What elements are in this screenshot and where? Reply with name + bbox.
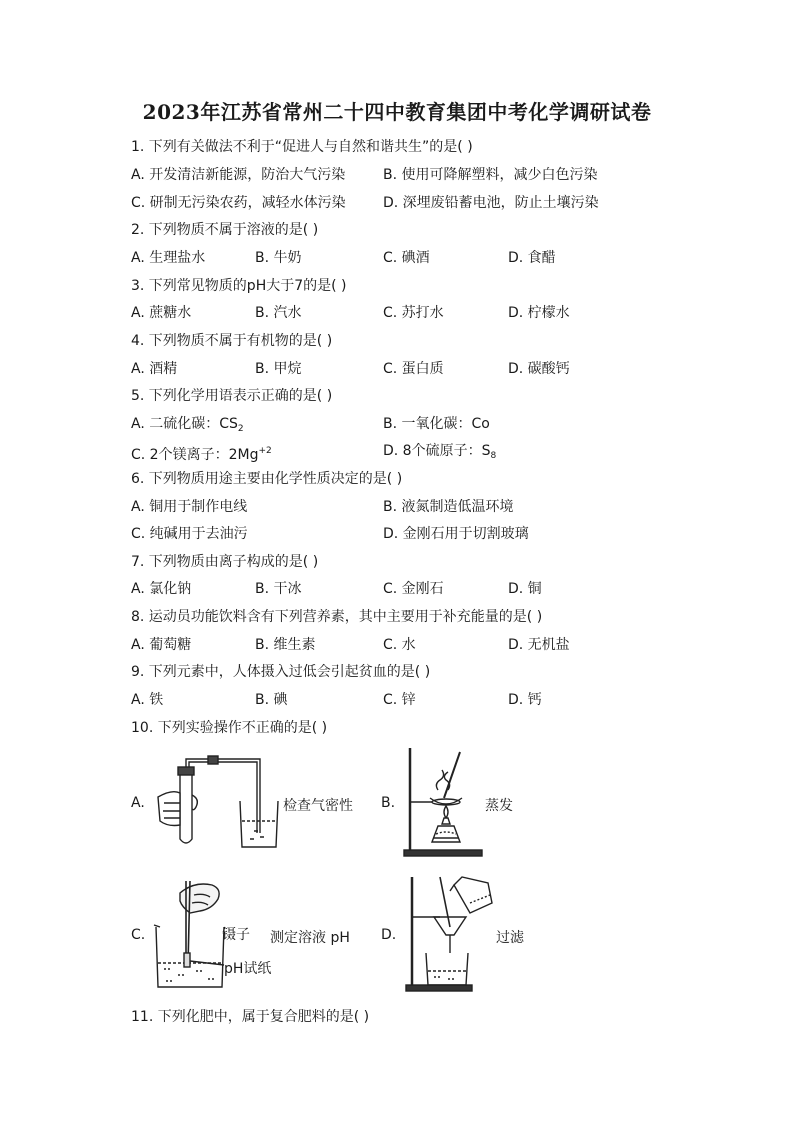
q10-option-a-caption: 检查气密性: [283, 798, 353, 814]
evaporation-figure: [402, 746, 486, 859]
q8-option-b[interactable]: B. 维生素: [255, 637, 316, 653]
question-4-stem: 4. 下列物质不属于有机物的是( ): [131, 333, 333, 349]
q3-option-c[interactable]: C. 苏打水: [383, 305, 444, 321]
q5-option-c-text: C. 2个镁离子：2Mg: [131, 447, 259, 463]
q8-option-c[interactable]: C. 水: [383, 637, 416, 653]
q5-option-c-superscript: +2: [258, 446, 272, 456]
exam-title: 2023年江苏省常州二十四中教育集团中考化学调研试卷: [142, 100, 652, 124]
question-10-stem: 10. 下列实验操作不正确的是( ): [131, 720, 328, 736]
q9-option-a[interactable]: A. 铁: [131, 692, 164, 708]
q5-option-c[interactable]: [131, 442, 272, 464]
q4-option-d[interactable]: D. 碳酸钙: [508, 361, 570, 377]
filtration-figure: [404, 873, 496, 993]
q9-option-b[interactable]: B. 碘: [255, 692, 288, 708]
q3-option-d[interactable]: D. 柠檬水: [508, 305, 570, 321]
q3-option-a[interactable]: A. 蔗糖水: [131, 305, 192, 321]
q8-option-d[interactable]: D. 无机盐: [508, 637, 570, 653]
q8-option-a[interactable]: A. 葡萄糖: [131, 637, 192, 653]
q1-option-d[interactable]: D. 深埋废铅蓄电池，防止土壤污染: [383, 195, 599, 211]
q5-option-d[interactable]: [383, 442, 496, 465]
q2-option-c[interactable]: C. 碘酒: [383, 250, 430, 266]
q3-option-b[interactable]: B. 汽水: [255, 305, 302, 321]
question-2-stem: 2. 下列物质不属于溶液的是( ): [131, 222, 319, 238]
q10-option-a-letter[interactable]: A.: [131, 795, 145, 811]
q10-option-c-caption: 测定溶液 pH: [270, 930, 350, 946]
q10-c-ph-paper-label: pH试纸: [224, 961, 272, 977]
q5-option-a[interactable]: [131, 415, 244, 438]
q2-option-a[interactable]: A. 生理盐水: [131, 250, 206, 266]
q10-option-b-caption: 蒸发: [485, 798, 513, 814]
q4-option-b[interactable]: B. 甲烷: [255, 361, 302, 377]
q7-option-d[interactable]: D. 铜: [508, 581, 542, 597]
q1-option-c[interactable]: C. 研制无污染农药，减轻水体污染: [131, 195, 346, 211]
q5-option-d-subscript: 8: [490, 451, 497, 461]
q10-option-c-letter[interactable]: C.: [131, 927, 146, 943]
question-1-stem: 1. 下列有关做法不利于“促进人与自然和谐共生”的是( ): [131, 139, 473, 155]
q7-option-a[interactable]: A. 氯化钠: [131, 581, 192, 597]
q5-option-a-text: A. 二硫化碳：CS: [131, 416, 238, 432]
question-7-stem: 7. 下列物质由离子构成的是( ): [131, 554, 319, 570]
q10-option-d-letter[interactable]: D.: [381, 927, 397, 943]
q10-option-b-letter[interactable]: B.: [381, 795, 396, 811]
q6-option-b[interactable]: B. 液氮制造低温环境: [383, 499, 514, 515]
question-8-stem: 8. 运动员功能饮料含有下列营养素，其中主要用于补充能量的是( ): [131, 609, 543, 625]
question-9-stem: 9. 下列元素中，人体摄入过低会引起贫血的是( ): [131, 664, 431, 680]
q6-option-c[interactable]: C. 纯碱用于去油污: [131, 526, 248, 542]
q6-option-d[interactable]: D. 金刚石用于切割玻璃: [383, 526, 529, 542]
q7-option-b[interactable]: B. 干冰: [255, 581, 302, 597]
ph-measurement-figure: [150, 877, 230, 991]
q1-option-a[interactable]: A. 开发清洁新能源，防治大气污染: [131, 167, 346, 183]
q4-option-c[interactable]: C. 蛋白质: [383, 361, 444, 377]
q7-option-c[interactable]: C. 金刚石: [383, 581, 444, 597]
q6-option-a[interactable]: A. 铜用于制作电线: [131, 499, 248, 515]
q10-c-tweezers-label: 镊子: [222, 927, 250, 943]
airtightness-check-figure: [150, 755, 282, 855]
q5-option-d-text: D. 8个硫原子：S: [383, 443, 491, 459]
question-5-stem: 5. 下列化学用语表示正确的是( ): [131, 388, 333, 404]
q1-option-b[interactable]: B. 使用可降解塑料，减少白色污染: [383, 167, 598, 183]
q9-option-d[interactable]: D. 钙: [508, 692, 542, 708]
q4-option-a[interactable]: A. 酒精: [131, 361, 178, 377]
q2-option-b[interactable]: B. 牛奶: [255, 250, 302, 266]
question-6-stem: 6. 下列物质用途主要由化学性质决定的是( ): [131, 471, 403, 487]
question-11-stem: 11. 下列化肥中，属于复合肥料的是( ): [131, 1009, 370, 1025]
q2-option-d[interactable]: D. 食醋: [508, 250, 556, 266]
q10-option-d-caption: 过滤: [496, 930, 524, 946]
q5-option-a-subscript: 2: [237, 424, 244, 434]
question-3-stem: 3. 下列常见物质的pH大于7的是( ): [131, 278, 347, 294]
q5-option-b[interactable]: B. 一氧化碳：Co: [383, 416, 490, 432]
q9-option-c[interactable]: C. 锌: [383, 692, 416, 708]
